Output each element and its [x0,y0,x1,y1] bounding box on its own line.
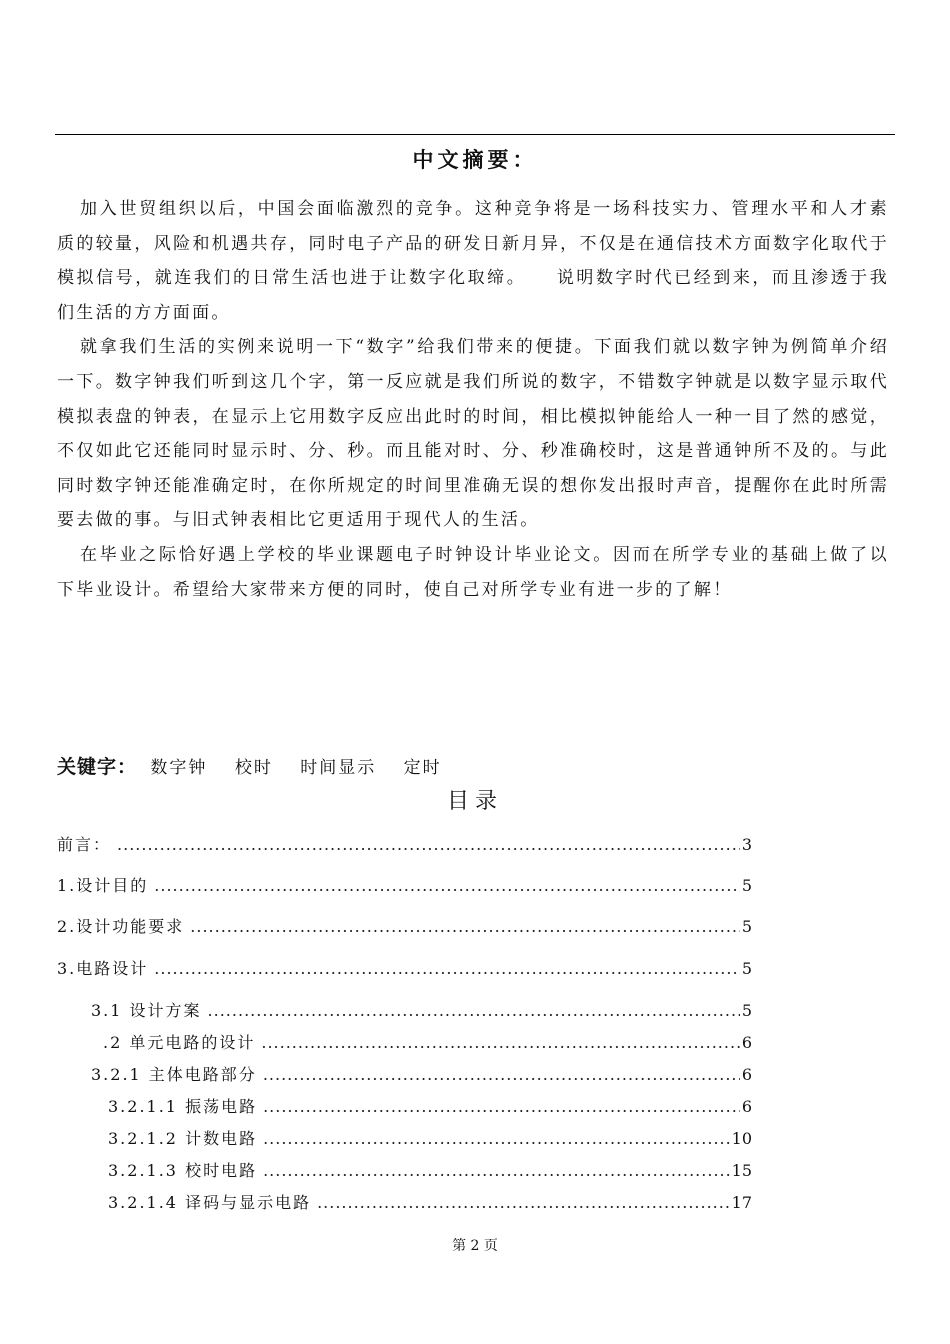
toc-entry-label: 2.设计功能要求 [57,917,185,936]
toc-entry[interactable] [108,1126,752,1150]
toc-entry-label: 3.2.1.4 译码与显示电路 [108,1193,312,1212]
toc-title: 目录 [446,789,503,814]
toc-entry-page: 10 [731,1129,752,1148]
toc-entry[interactable] [57,873,752,897]
abstract-paragraph-3: 在毕业之际恰好遇上学校的毕业课题电子时钟设计毕业论文。因而在所学专业的基础上做了以下毕业设计。希望给大家带来方便的同时，使自己对所学专业有进一步的了解！ [57,544,889,600]
abstract-paragraph-2: 就拿我们生活的实例来说明一下“数字”给我们带来的便捷。下面我们就以数字钟为例简单介绍一下。数字钟我们听到这几个字，第一反应就是我们所说的数字，不错数字钟就是以数字显示取代模拟表盘的钟表，在显示上它用数字反应出此时的时间，相比模拟钟能给人一种一目了然的感觉，不仅如此它还能同时显示时、分、秒。而且能对时、分、秒准确校时，这是普通钟所不及的。与此同时数字钟还能准确定时，在你所规定的时间里准确无误的想你发出报时声音，提醒你在此时所需要去做的事。与旧式钟表相比它更适用于现代人的生活。 [57,337,889,531]
toc-leader-dots [208,1001,740,1020]
toc-entry-label: 3.2.1.3 校时电路 [108,1161,258,1180]
keyword-item: 时间显示 [300,758,377,778]
toc-entry-label: 3.1 设计方案 [91,1001,202,1020]
toc-entry-page: 17 [731,1193,752,1212]
toc-entry-label: 3.2.1.1 振荡电路 [108,1097,258,1116]
toc-leader-dots [263,1065,740,1084]
toc-entry-page: 5 [741,876,752,895]
toc-entry[interactable] [108,1190,752,1214]
toc-entry[interactable] [57,956,752,980]
keyword-item: 定时 [403,758,442,778]
toc-entry-page: 3 [741,835,752,854]
toc-entry-label: 3.电路设计 [57,959,149,978]
toc-entry[interactable] [91,1062,752,1086]
abstract-paragraph-1: 加入世贸组织以后，中国会面临激烈的竞争。这种竞争将是一场科技实力、管理水平和人才素质的较量，风险和机遇共存，同时电子产品的研发日新月异，不仅是在通信技术方面数字化取代于模拟信号，就连我们的日常生活也进于让数字化取缔。 说明数字时代已经到来，而且渗透于我们生活的方方面面。 [57,199,889,323]
toc-leader-dots [263,1129,730,1148]
toc-entry[interactable] [57,832,752,856]
toc-entry-label: 前言： [57,835,112,854]
toc-leader-dots [117,835,740,854]
toc-entry-page: 15 [731,1161,752,1180]
toc-entry-label: .2 单元电路的设计 [103,1033,256,1052]
toc-entry-page: 6 [741,1097,752,1116]
toc-leader-dots [263,1161,730,1180]
toc-leader-dots [261,1033,739,1052]
toc-entry-label: 3.2.1.2 计数电路 [108,1129,258,1148]
toc-entry-page: 6 [741,1033,752,1052]
page-number-footer: 第 2 页 [452,1238,498,1254]
toc-entry-label: 3.2.1 主体电路部分 [91,1065,257,1084]
toc-entry[interactable] [103,1030,752,1054]
toc-leader-dots [317,1193,730,1212]
toc-entry[interactable] [91,998,752,1022]
keywords-label: 关键字： [57,756,138,778]
toc-leader-dots [190,917,740,936]
keyword-item: 校时 [234,758,273,778]
toc-entry[interactable] [57,914,752,938]
toc-entry[interactable] [108,1094,752,1118]
toc-entry-page: 5 [741,917,752,936]
toc-entry[interactable] [108,1158,752,1182]
toc-entry-label: 1.设计目的 [57,876,149,895]
toc-leader-dots [263,1097,740,1116]
keyword-item: 数字钟 [150,758,208,778]
toc-entry-page: 5 [741,1001,752,1020]
toc-leader-dots [154,959,740,978]
toc-entry-page: 5 [741,959,752,978]
toc-leader-dots [154,876,740,895]
toc-entry-page: 6 [741,1065,752,1084]
abstract-title: 中文摘要： [412,148,538,172]
